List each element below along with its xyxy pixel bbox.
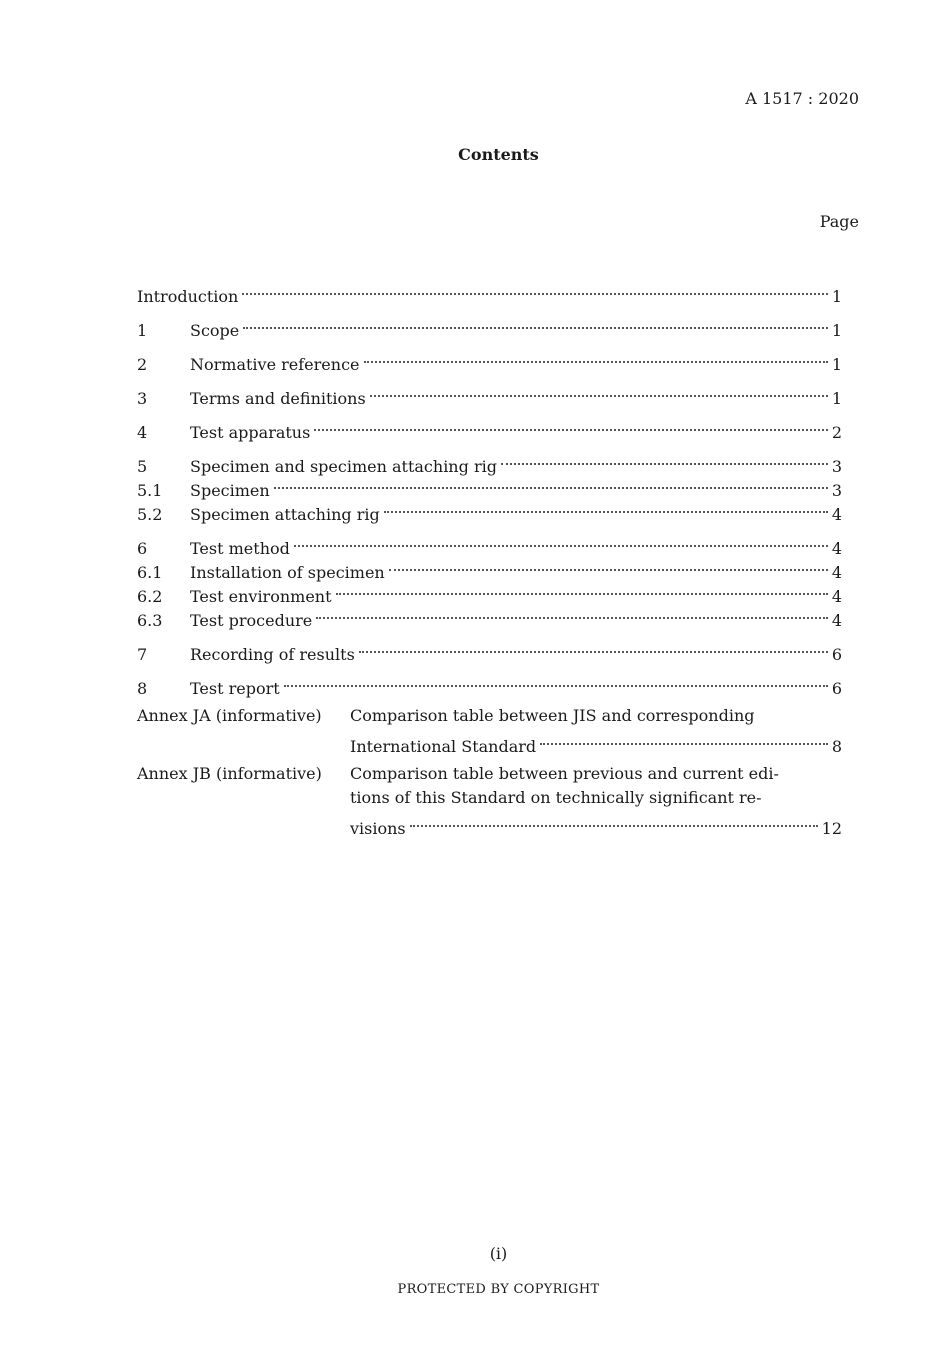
toc-entry-page: 3 [831, 457, 842, 476]
dot-leader [501, 448, 828, 472]
toc-entry-number: 7 [137, 645, 148, 664]
toc-entry-page: 4 [831, 539, 842, 558]
table-of-contents [137, 278, 842, 838]
toc-entry-label: Specimen [190, 481, 270, 500]
toc-entry[interactable] [137, 530, 842, 558]
dot-leader [540, 728, 828, 752]
dot-leader [359, 636, 828, 660]
dot-leader [284, 670, 828, 694]
toc-entry[interactable] [137, 636, 842, 664]
toc-entry-label: Recording of results [190, 645, 355, 664]
toc-annex-entry[interactable] [137, 704, 842, 756]
toc-entry-number: 6.3 [137, 611, 163, 630]
dot-leader [242, 278, 827, 302]
dot-leader [314, 414, 827, 438]
toc-entry-label: Scope [190, 321, 240, 340]
document-number: A 1517 : 2020 [745, 89, 859, 108]
annex-label: Annex JA (informative) [137, 706, 322, 725]
toc-entry[interactable] [137, 414, 842, 442]
toc-entry[interactable] [137, 346, 842, 374]
page-column-label: Page [819, 212, 859, 231]
toc-entry-number: 6 [137, 539, 148, 558]
annex-label: Annex JB (informative) [137, 764, 322, 783]
toc-entry-label: Normative reference [190, 355, 360, 374]
copyright-notice: PROTECTED BY COPYRIGHT [397, 1282, 600, 1297]
dot-leader [294, 530, 828, 554]
dot-leader [364, 346, 828, 370]
toc-entry-number: 5.2 [137, 505, 163, 524]
annex-title [350, 762, 842, 838]
toc-entry-page: 6 [831, 679, 842, 698]
toc-entry-label: Test environment [190, 587, 332, 606]
annex-title-line: tions of this Standard on technically significant re- [350, 788, 762, 807]
annex-title-line: International Standard [350, 737, 537, 756]
annex-title [350, 704, 842, 756]
annex-page: 8 [831, 737, 842, 756]
toc-entry-number: 4 [137, 423, 148, 442]
toc-entry-number: 6.2 [137, 587, 163, 606]
toc-entry-page: 4 [831, 611, 842, 630]
toc-entry-label: Specimen attaching rig [190, 505, 380, 524]
toc-entry-page: 1 [831, 287, 842, 306]
toc-entry-page: 3 [831, 481, 842, 500]
annex-title-line: Comparison table between JIS and corresponding [350, 706, 755, 725]
toc-entry-page: 1 [831, 389, 842, 408]
toc-entry-number: 6.1 [137, 563, 163, 582]
toc-entry-label: Terms and definitions [190, 389, 366, 408]
page-title: Contents [458, 145, 539, 164]
toc-entry[interactable] [137, 380, 842, 408]
dot-leader [316, 602, 828, 626]
dot-leader [384, 496, 828, 520]
page-folio: (i) [489, 1244, 508, 1263]
toc-entry-label: Introduction [137, 287, 239, 306]
annex-title-line: visions [350, 819, 406, 838]
toc-entry-label: Specimen and specimen attaching rig [190, 457, 497, 476]
toc-entry-number: 8 [137, 679, 148, 698]
toc-entry[interactable] [137, 670, 842, 698]
toc-entry-page: 4 [831, 587, 842, 606]
toc-entry-label: Test apparatus [190, 423, 311, 442]
toc-entry-page: 1 [831, 321, 842, 340]
annex-page: 12 [821, 819, 842, 838]
toc-entry-page: 2 [831, 423, 842, 442]
toc-entry-page: 4 [831, 563, 842, 582]
toc-entry-label: Test report [190, 679, 280, 698]
dot-leader [389, 554, 828, 578]
toc-entry-label: Test procedure [190, 611, 313, 630]
toc-entry-number: 5.1 [137, 481, 163, 500]
toc-entry-number: 5 [137, 457, 148, 476]
toc-entry-number: 3 [137, 389, 148, 408]
toc-entry[interactable] [137, 278, 842, 306]
toc-entry-page: 1 [831, 355, 842, 374]
toc-entry-label: Test method [190, 539, 290, 558]
dot-leader [370, 380, 828, 404]
annex-title-last-line [350, 728, 842, 756]
annex-title-line: Comparison table between previous and current edi- [350, 764, 779, 783]
annex-title-last-line [350, 810, 842, 838]
dot-leader [243, 312, 828, 336]
toc-entry[interactable] [137, 448, 842, 476]
toc-annex-entry[interactable] [137, 762, 842, 838]
toc-entry-label: Installation of specimen [190, 563, 385, 582]
toc-entry[interactable] [137, 312, 842, 340]
toc-entry-number: 2 [137, 355, 148, 374]
dot-leader [336, 578, 828, 602]
dot-leader [410, 810, 818, 834]
toc-entry-page: 6 [831, 645, 842, 664]
toc-entry-number: 1 [137, 321, 148, 340]
dot-leader [274, 472, 828, 496]
toc-entry-page: 4 [831, 505, 842, 524]
